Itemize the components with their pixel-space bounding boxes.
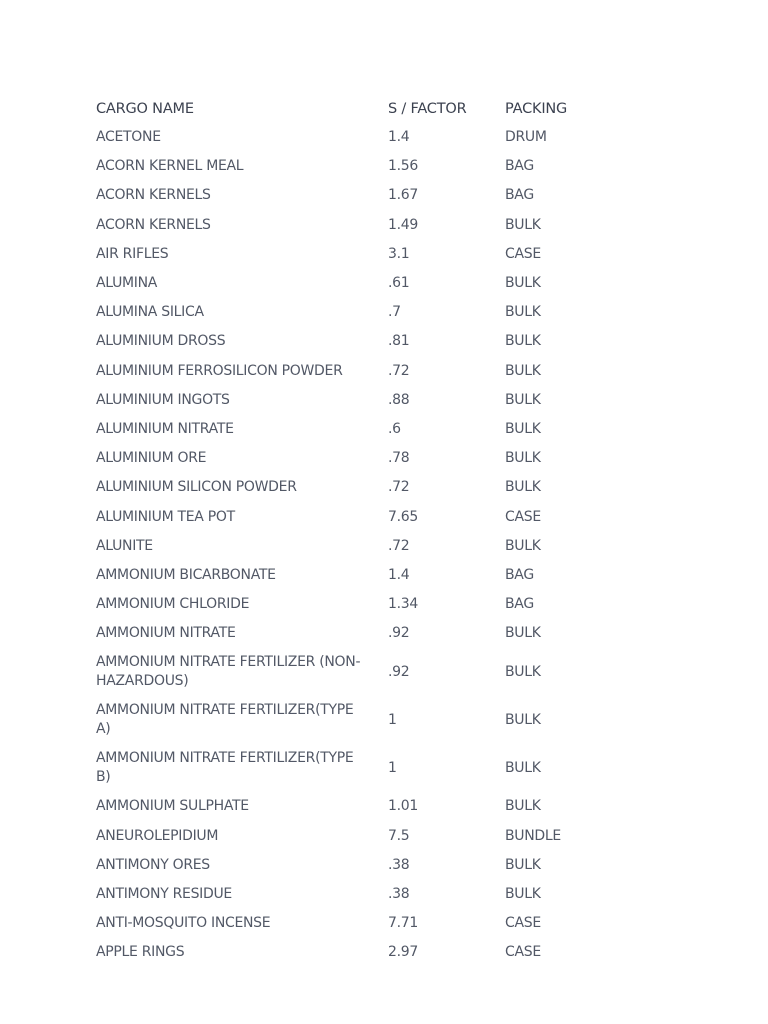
- table-row: [91, 473, 691, 502]
- cargo-name-cell: ACORN KERNEL MEAL: [96, 158, 244, 175]
- packing-cell: BUNDLE: [505, 827, 561, 844]
- packing-cell: BULK: [505, 333, 541, 350]
- stowage-factor-cell: .38: [388, 856, 410, 873]
- table-row: [91, 744, 691, 792]
- table-row: [91, 298, 691, 327]
- stowage-factor-cell: .72: [388, 362, 410, 379]
- packing-cell: BULK: [505, 479, 541, 496]
- cargo-name-cell: AMMONIUM BICARBONATE: [96, 566, 276, 583]
- cargo-name-cell: ACETONE: [96, 129, 161, 146]
- table-row: [91, 357, 691, 386]
- stowage-factor-cell: .92: [388, 625, 410, 642]
- table-row: [91, 696, 691, 744]
- cargo-name-cell: ALUMINIUM ORE: [96, 450, 207, 467]
- packing-cell: BULK: [505, 216, 541, 233]
- cargo-name-cell: APPLE RINGS: [96, 944, 185, 961]
- table-row: [91, 181, 691, 210]
- stowage-factor-cell: 7.65: [388, 508, 418, 525]
- header-packing: PACKING: [505, 100, 568, 117]
- stowage-factor-cell: 1.56: [388, 158, 418, 175]
- stowage-factor-cell: 7.71: [388, 915, 418, 932]
- cargo-name-cell: ANTIMONY ORES: [96, 856, 210, 873]
- table-row: [91, 822, 691, 851]
- table-row: [91, 211, 691, 240]
- cargo-name-cell: AMMONIUM NITRATE FERTILIZER(TYPE A): [96, 702, 354, 738]
- stowage-factor-cell: .6: [388, 420, 401, 437]
- packing-cell: BAG: [505, 158, 534, 175]
- table-row: [91, 648, 691, 696]
- table-body: [91, 123, 691, 968]
- table-row: [91, 152, 691, 181]
- stowage-factor-cell: 1.01: [388, 798, 418, 815]
- table-row: [91, 240, 691, 269]
- packing-cell: BAG: [505, 187, 534, 204]
- cargo-name-cell: ALUMINIUM NITRATE: [96, 420, 234, 437]
- packing-cell: BULK: [505, 856, 541, 873]
- table-row: [91, 851, 691, 880]
- cargo-table: [91, 94, 691, 968]
- cargo-name-cell: AMMONIUM NITRATE: [96, 625, 236, 642]
- packing-cell: DRUM: [505, 129, 547, 146]
- stowage-factor-cell: 1.4: [388, 129, 410, 146]
- cargo-name-cell: ALUNITE: [96, 537, 153, 554]
- packing-cell: BULK: [505, 450, 541, 467]
- table-header-row: [91, 94, 691, 123]
- packing-cell: BULK: [505, 663, 541, 680]
- cargo-name-cell: ANTIMONY RESIDUE: [96, 886, 232, 903]
- cargo-name-cell: ALUMINA SILICA: [96, 304, 204, 321]
- stowage-factor-cell: .7: [388, 304, 401, 321]
- cargo-name-cell: ACORN KERNELS: [96, 187, 211, 204]
- stowage-factor-cell: .88: [388, 391, 410, 408]
- packing-cell: BULK: [505, 304, 541, 321]
- stowage-factor-cell: 1.34: [388, 596, 418, 613]
- packing-cell: BULK: [505, 391, 541, 408]
- table-row: [91, 619, 691, 648]
- table-row: [91, 909, 691, 938]
- packing-cell: CASE: [505, 944, 541, 961]
- packing-cell: BULK: [505, 537, 541, 554]
- stowage-factor-cell: 1.4: [388, 566, 410, 583]
- stowage-factor-cell: 1.49: [388, 216, 418, 233]
- table-row: [91, 561, 691, 590]
- table-row: [91, 327, 691, 356]
- packing-cell: BULK: [505, 420, 541, 437]
- stowage-factor-cell: .61: [388, 275, 410, 292]
- cargo-name-cell: AIR RIFLES: [96, 245, 169, 262]
- packing-cell: BULK: [505, 711, 541, 728]
- stowage-factor-cell: 1.67: [388, 187, 418, 204]
- cargo-name-cell: AMMONIUM NITRATE FERTILIZER (NON-HAZARDOUS): [96, 654, 361, 690]
- packing-cell: BAG: [505, 566, 534, 583]
- cargo-name-cell: ANTI-MOSQUITO INCENSE: [96, 915, 271, 932]
- cargo-name-cell: ALUMINA: [96, 275, 158, 292]
- stowage-factor-cell: .38: [388, 886, 410, 903]
- stowage-factor-cell: 2.97: [388, 944, 418, 961]
- table-row: [91, 532, 691, 561]
- packing-cell: BULK: [505, 798, 541, 815]
- packing-cell: CASE: [505, 245, 541, 262]
- cargo-name-cell: AMMONIUM SULPHATE: [96, 798, 249, 815]
- table-row: [91, 502, 691, 531]
- table-row: [91, 938, 691, 967]
- stowage-factor-cell: .92: [388, 663, 410, 680]
- stowage-factor-cell: 1: [388, 711, 397, 728]
- packing-cell: CASE: [505, 915, 541, 932]
- stowage-factor-cell: .81: [388, 333, 410, 350]
- stowage-factor-cell: .72: [388, 537, 410, 554]
- cargo-name-cell: ANEUROLEPIDIUM: [96, 827, 219, 844]
- cargo-name-cell: ALUMINIUM INGOTS: [96, 391, 230, 408]
- cargo-name-cell: AMMONIUM CHLORIDE: [96, 596, 250, 613]
- cargo-name-cell: AMMONIUM NITRATE FERTILIZER(TYPE B): [96, 750, 354, 786]
- packing-cell: BAG: [505, 596, 534, 613]
- table-row: [91, 269, 691, 298]
- cargo-name-cell: ACORN KERNELS: [96, 216, 211, 233]
- table-row: [91, 123, 691, 152]
- table-row: [91, 590, 691, 619]
- table-row: [91, 386, 691, 415]
- packing-cell: BULK: [505, 362, 541, 379]
- table-row: [91, 880, 691, 909]
- packing-cell: BULK: [505, 625, 541, 642]
- stowage-factor-cell: .78: [388, 450, 410, 467]
- cargo-name-cell: ALUMINIUM DROSS: [96, 333, 226, 350]
- table-row: [91, 444, 691, 473]
- table-row: [91, 415, 691, 444]
- packing-cell: BULK: [505, 886, 541, 903]
- table-row: [91, 792, 691, 821]
- cargo-name-cell: ALUMINIUM TEA POT: [96, 508, 235, 525]
- packing-cell: BULK: [505, 759, 541, 776]
- header-stowage-factor: S / FACTOR: [388, 100, 467, 117]
- stowage-factor-cell: 1: [388, 759, 397, 776]
- cargo-name-cell: ALUMINIUM SILICON POWDER: [96, 479, 297, 496]
- stowage-factor-cell: 3.1: [388, 245, 410, 262]
- packing-cell: BULK: [505, 275, 541, 292]
- cargo-name-cell: ALUMINIUM FERROSILICON POWDER: [96, 362, 343, 379]
- stowage-factor-cell: .72: [388, 479, 410, 496]
- stowage-factor-cell: 7.5: [388, 827, 410, 844]
- packing-cell: CASE: [505, 508, 541, 525]
- header-cargo-name: CARGO NAME: [96, 100, 194, 117]
